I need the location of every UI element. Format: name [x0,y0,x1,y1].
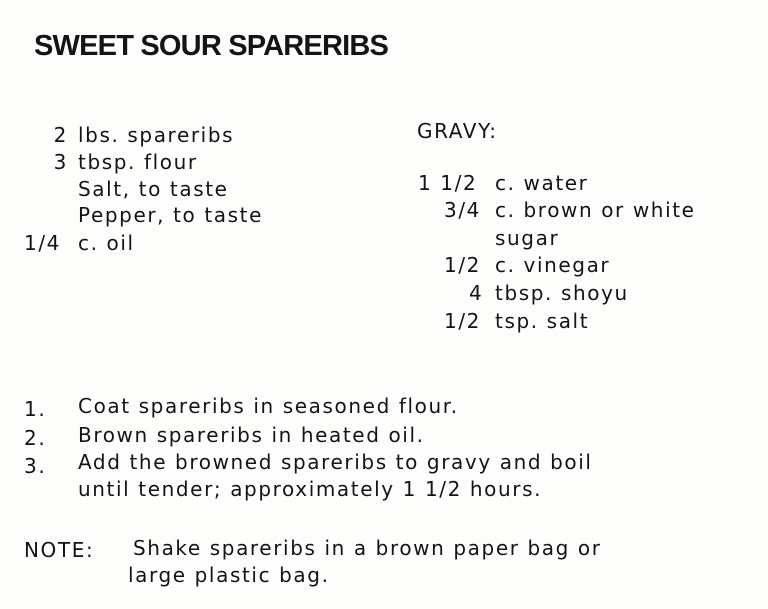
ingredient-item: c. oil [78,231,135,255]
note-text: Shake spareribs in a brown paper bag or [133,536,602,560]
ingredient-qty: 2 [53,123,68,147]
gravy-qty: 1/2 [444,309,481,333]
gravy-item: tbsp. shoyu [495,281,629,305]
gravy-item: c. brown or white [495,198,696,222]
note-label: NOTE: [24,538,95,562]
gravy-qty: 1/2 [444,253,481,277]
recipe-title: SWEET SOUR SPARERIBS [34,30,389,62]
step-number: 3. [24,454,47,478]
step-number: 1. [24,397,47,421]
step-text: Brown spareribs in heated oil. [78,423,425,447]
ingredient-item: Salt, to taste [78,177,229,201]
gravy-item: c. vinegar [495,253,611,277]
ingredient-item: tbsp. flour [78,150,198,174]
gravy-item: tsp. salt [495,309,590,333]
ingredient-qty: 3 [53,150,68,174]
step-number: 2. [24,426,47,450]
step-text: Coat spareribs in seasoned flour. [78,394,459,418]
gravy-item: sugar [495,226,560,250]
gravy-qty: 4 [469,281,484,305]
ingredient-item: lbs. spareribs [78,123,235,147]
step-text: Add the browned spareribs to gravy and boil [78,450,593,474]
gravy-qty: 3/4 [444,198,481,222]
ingredient-item: Pepper, to taste [78,203,263,227]
note-text: large plastic bag. [128,563,330,587]
gravy-qty: 1 1/2 [418,171,478,195]
step-text: until tender; approximately 1 1/2 hours. [78,477,543,501]
ingredient-qty: 1/4 [24,231,61,255]
gravy-item: c. water [495,171,589,195]
gravy-heading: GRAVY: [417,119,498,143]
